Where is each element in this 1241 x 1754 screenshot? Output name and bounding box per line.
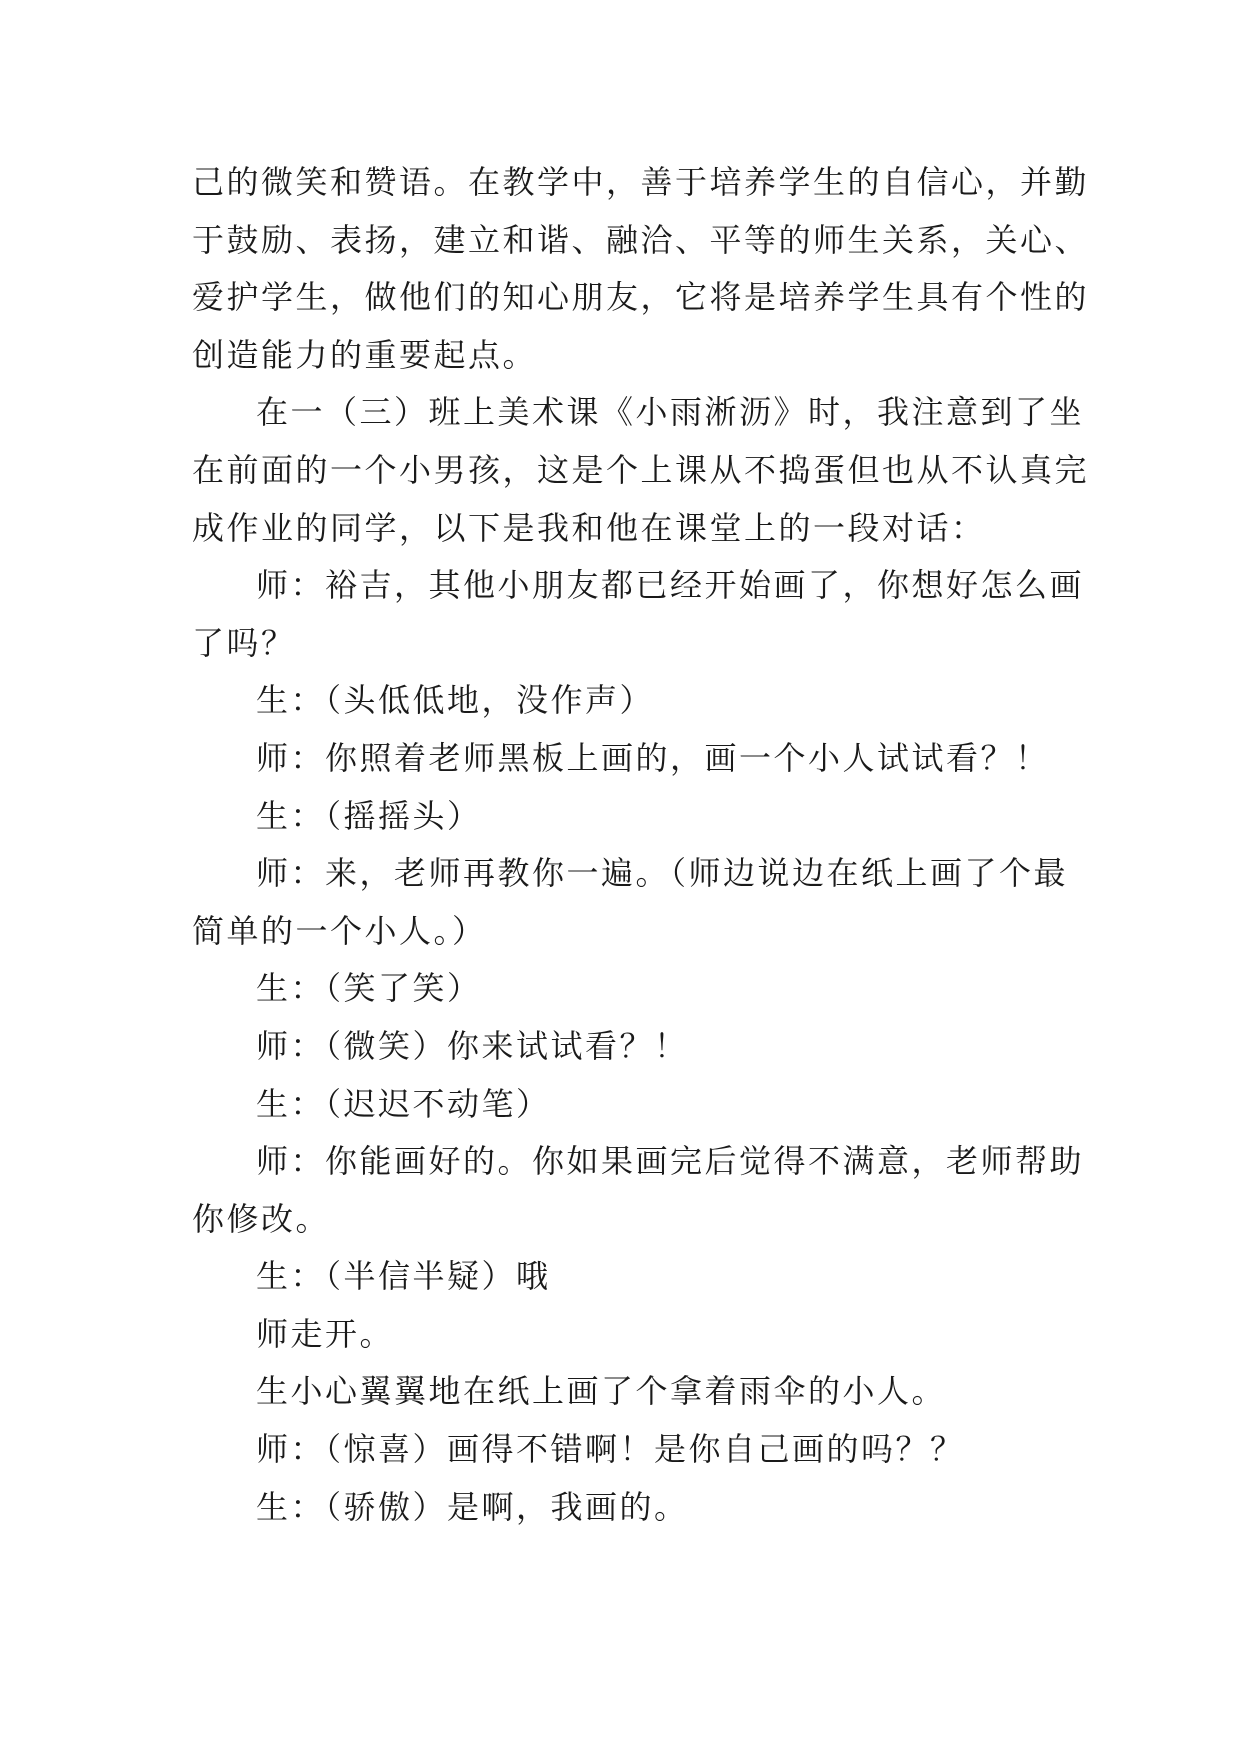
dialogue-line: 了吗？ — [192, 623, 296, 662]
dialogue-line: 师：（微笑）你来试试看？！ — [256, 1026, 689, 1065]
dialogue-line: 生：（头低低地，没作声） — [256, 681, 655, 720]
narration-line: 师走开。 — [256, 1314, 395, 1353]
text-line: 成作业的同学，以下是我和他在课堂上的一段对话： — [192, 508, 986, 547]
text-line: 在前面的一个小男孩，这是个上课从不捣蛋但也从不认真完 — [192, 450, 1090, 489]
narration-line: 生小心翼翼地在纸上画了个拿着雨伞的小人。 — [256, 1372, 947, 1411]
dialogue-line: 师：你照着老师黑板上画的，画一个小人试试看？！ — [256, 738, 1050, 777]
text-line: 爱护学生，做他们的知心朋友，它将是培养学生具有个性的 — [192, 278, 1090, 317]
dialogue-line: 生：（笑了笑） — [256, 969, 482, 1008]
dialogue-line: 生：（摇摇头） — [256, 796, 482, 835]
dialogue-line: 简单的一个小人。） — [192, 911, 487, 950]
dialogue-line: 生：（半信半疑）哦 — [256, 1257, 551, 1296]
dialogue-line: 生：（迟迟不动笔） — [256, 1084, 551, 1123]
dialogue-line: 生：（骄傲）是啊，我画的。 — [256, 1487, 689, 1526]
text-line: 己的微笑和赞语。在教学中，善于培养学生的自信心，并勤 — [192, 163, 1090, 201]
dialogue-line: 师：（惊喜）画得不错啊！是你自己画的吗？？ — [256, 1430, 965, 1469]
dialogue-line: 师：裕吉，其他小朋友都已经开始画了，你想好怎么画 — [256, 566, 1085, 605]
dialogue-line: 师：来，老师再教你一遍。（师边说边在纸上画了个最 — [256, 854, 1069, 893]
dialogue-line: 你修改。 — [192, 1199, 331, 1238]
text-line: 于鼓励、表扬，建立和谐、融洽、平等的师生关系，关心、 — [192, 220, 1090, 259]
text-line: 创造能力的重要起点。 — [192, 335, 538, 374]
document-body — [192, 154, 1090, 1536]
text-line: 在一（三）班上美术课《小雨淅沥》时，我注意到了坐 — [256, 393, 1085, 432]
dialogue-line: 师：你能画好的。你如果画完后觉得不满意，老师帮助 — [256, 1142, 1085, 1181]
